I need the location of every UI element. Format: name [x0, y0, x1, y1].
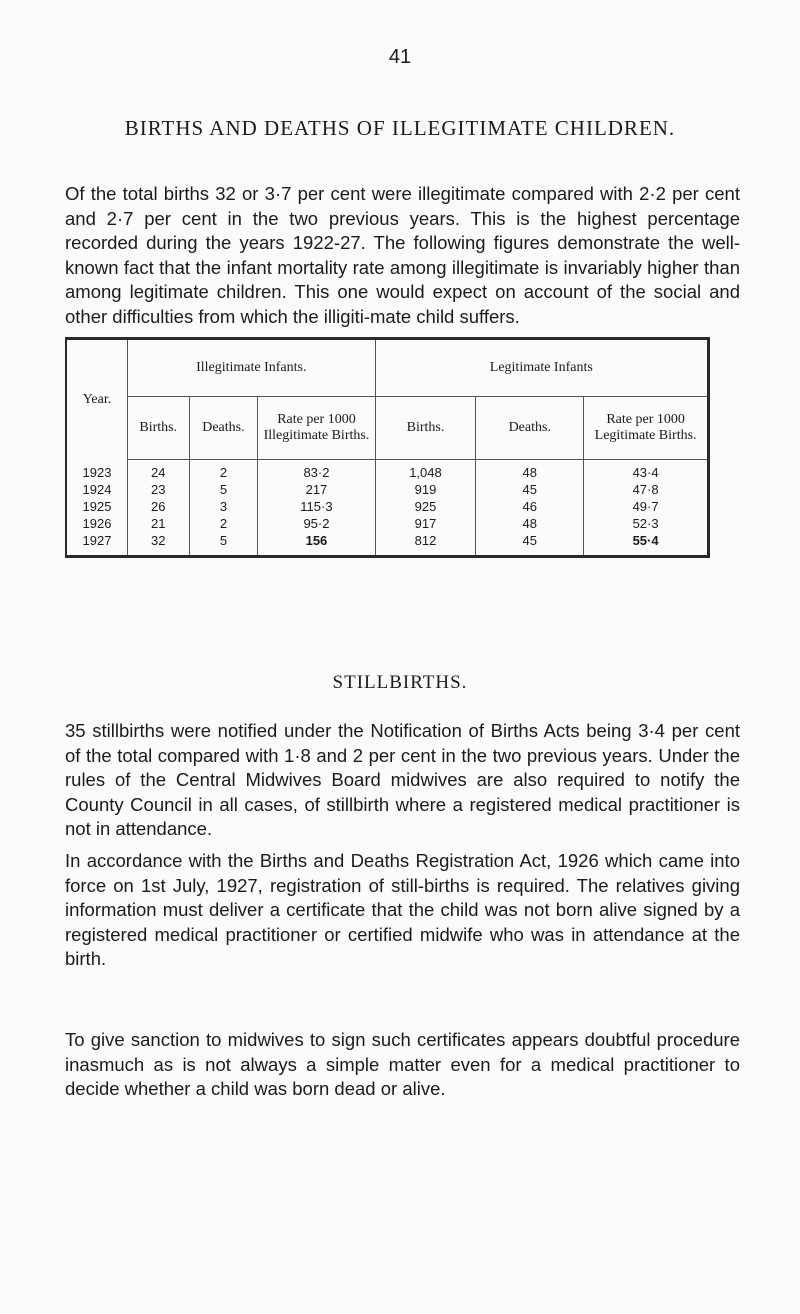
table-row	[67, 532, 707, 555]
table-row	[67, 515, 707, 532]
ill-births-cell: 24	[127, 460, 189, 482]
leg-deaths-cell: 48	[476, 460, 584, 482]
ill-rate-cell: 83·2	[258, 460, 375, 482]
illegitimate-group-header: Illegitimate Infants.	[127, 340, 375, 397]
illegitimacy-table	[65, 337, 710, 558]
ill-rate-cell: 95·2	[258, 515, 375, 532]
leg-births-cell: 919	[375, 481, 476, 498]
leg-deaths-cell: 46	[476, 498, 584, 515]
year-cell: 1925	[82, 499, 112, 514]
leg-births-cell: 917	[375, 515, 476, 532]
leg-births-cell: 1,048	[375, 460, 476, 482]
leg-deaths-cell: 48	[476, 515, 584, 532]
leg-births-cell: 812	[375, 532, 476, 555]
leg-births-cell: 925	[375, 498, 476, 515]
ill-rate-header: Rate per 1000 Illegitimate Births.	[258, 397, 375, 460]
year-header: Year.	[82, 391, 112, 407]
leg-rate-cell: 52·3	[584, 515, 707, 532]
leg-rate-cell: 43·4	[584, 460, 707, 482]
ill-births-header: Births.	[127, 397, 189, 460]
legitimate-group-header: Legitimate Infants	[375, 340, 707, 397]
page-number: 41	[388, 46, 412, 68]
ill-deaths-cell: 3	[189, 498, 258, 515]
ill-births-cell: 32	[127, 532, 189, 555]
intro-paragraph: Of the total births 32 or 3·7 per cent were illegitimate compared with 2·2 per cent and 2·7 per cent in the two previous years. This is the highest percentage recorded during the years 1922-27. The following figures demonstrate the well-known fact that the infant mortality rate among illegitimate is invariably higher than among legitimate children. This one would expect on account of the social and other difficulties from which the illigiti-mate child suffers.	[65, 183, 740, 327]
ill-deaths-cell: 2	[189, 515, 258, 532]
stillbirths-paragraph-1: 35 stillbirths were notified under the Notification of Births Acts being 3·4 per cent of the total compared with 1·8 and 2 per cent in the two previous years. Under the rules of the Central Midwives Board midwives are also required to notify the County Council in all cases, of stillbirth where a registered medical practitioner is not in attendance.	[65, 720, 740, 839]
ill-rate-cell: 115·3	[258, 498, 375, 515]
year-cell: 1927	[82, 533, 112, 548]
leg-rate-cell: 49·7	[584, 498, 707, 515]
ill-rate-cell: 156	[258, 532, 375, 555]
stillbirths-paragraph-2: In accordance with the Births and Deaths Registration Act, 1926 which came into force on 1st July, 1927, registration of still-births is required. The relatives giving information must deliver a certificate that the child was not born alive signed by a registered medical practitioner or certified midwife who was in attendance at the birth.	[65, 850, 740, 969]
ill-deaths-cell: 2	[189, 460, 258, 482]
leg-deaths-cell: 45	[476, 481, 584, 498]
ill-deaths-header: Deaths.	[189, 397, 258, 460]
year-cell: 1923	[82, 464, 112, 480]
year-cell: 1926	[82, 516, 112, 531]
leg-rate-cell: 47·8	[584, 481, 707, 498]
ill-births-cell: 21	[127, 515, 189, 532]
year-cell: 1924	[82, 482, 112, 497]
leg-deaths-header: Deaths.	[476, 397, 584, 460]
ill-deaths-cell: 5	[189, 532, 258, 555]
stillbirths-title: STILLBIRTHS.	[332, 672, 468, 693]
ill-births-cell: 26	[127, 498, 189, 515]
leg-deaths-cell: 45	[476, 532, 584, 555]
ill-deaths-cell: 5	[189, 481, 258, 498]
table-row	[67, 498, 707, 515]
leg-rate-cell: 55·4	[584, 532, 707, 555]
stillbirths-paragraph-3: To give sanction to midwives to sign such certificates appears doubtful procedure inasmuch as is not always a simple matter even for a medical practitioner to decide whether a child was born dead or alive.	[65, 1029, 740, 1099]
ill-births-cell: 23	[127, 481, 189, 498]
table-row	[67, 481, 707, 498]
table-row	[67, 460, 707, 482]
leg-births-header: Births.	[375, 397, 476, 460]
page-title: BIRTHS AND DEATHS OF ILLEGITIMATE CHILDREN.	[124, 116, 676, 140]
ill-rate-cell: 217	[258, 481, 375, 498]
leg-rate-header: Rate per 1000 Legitimate Births.	[584, 397, 707, 460]
